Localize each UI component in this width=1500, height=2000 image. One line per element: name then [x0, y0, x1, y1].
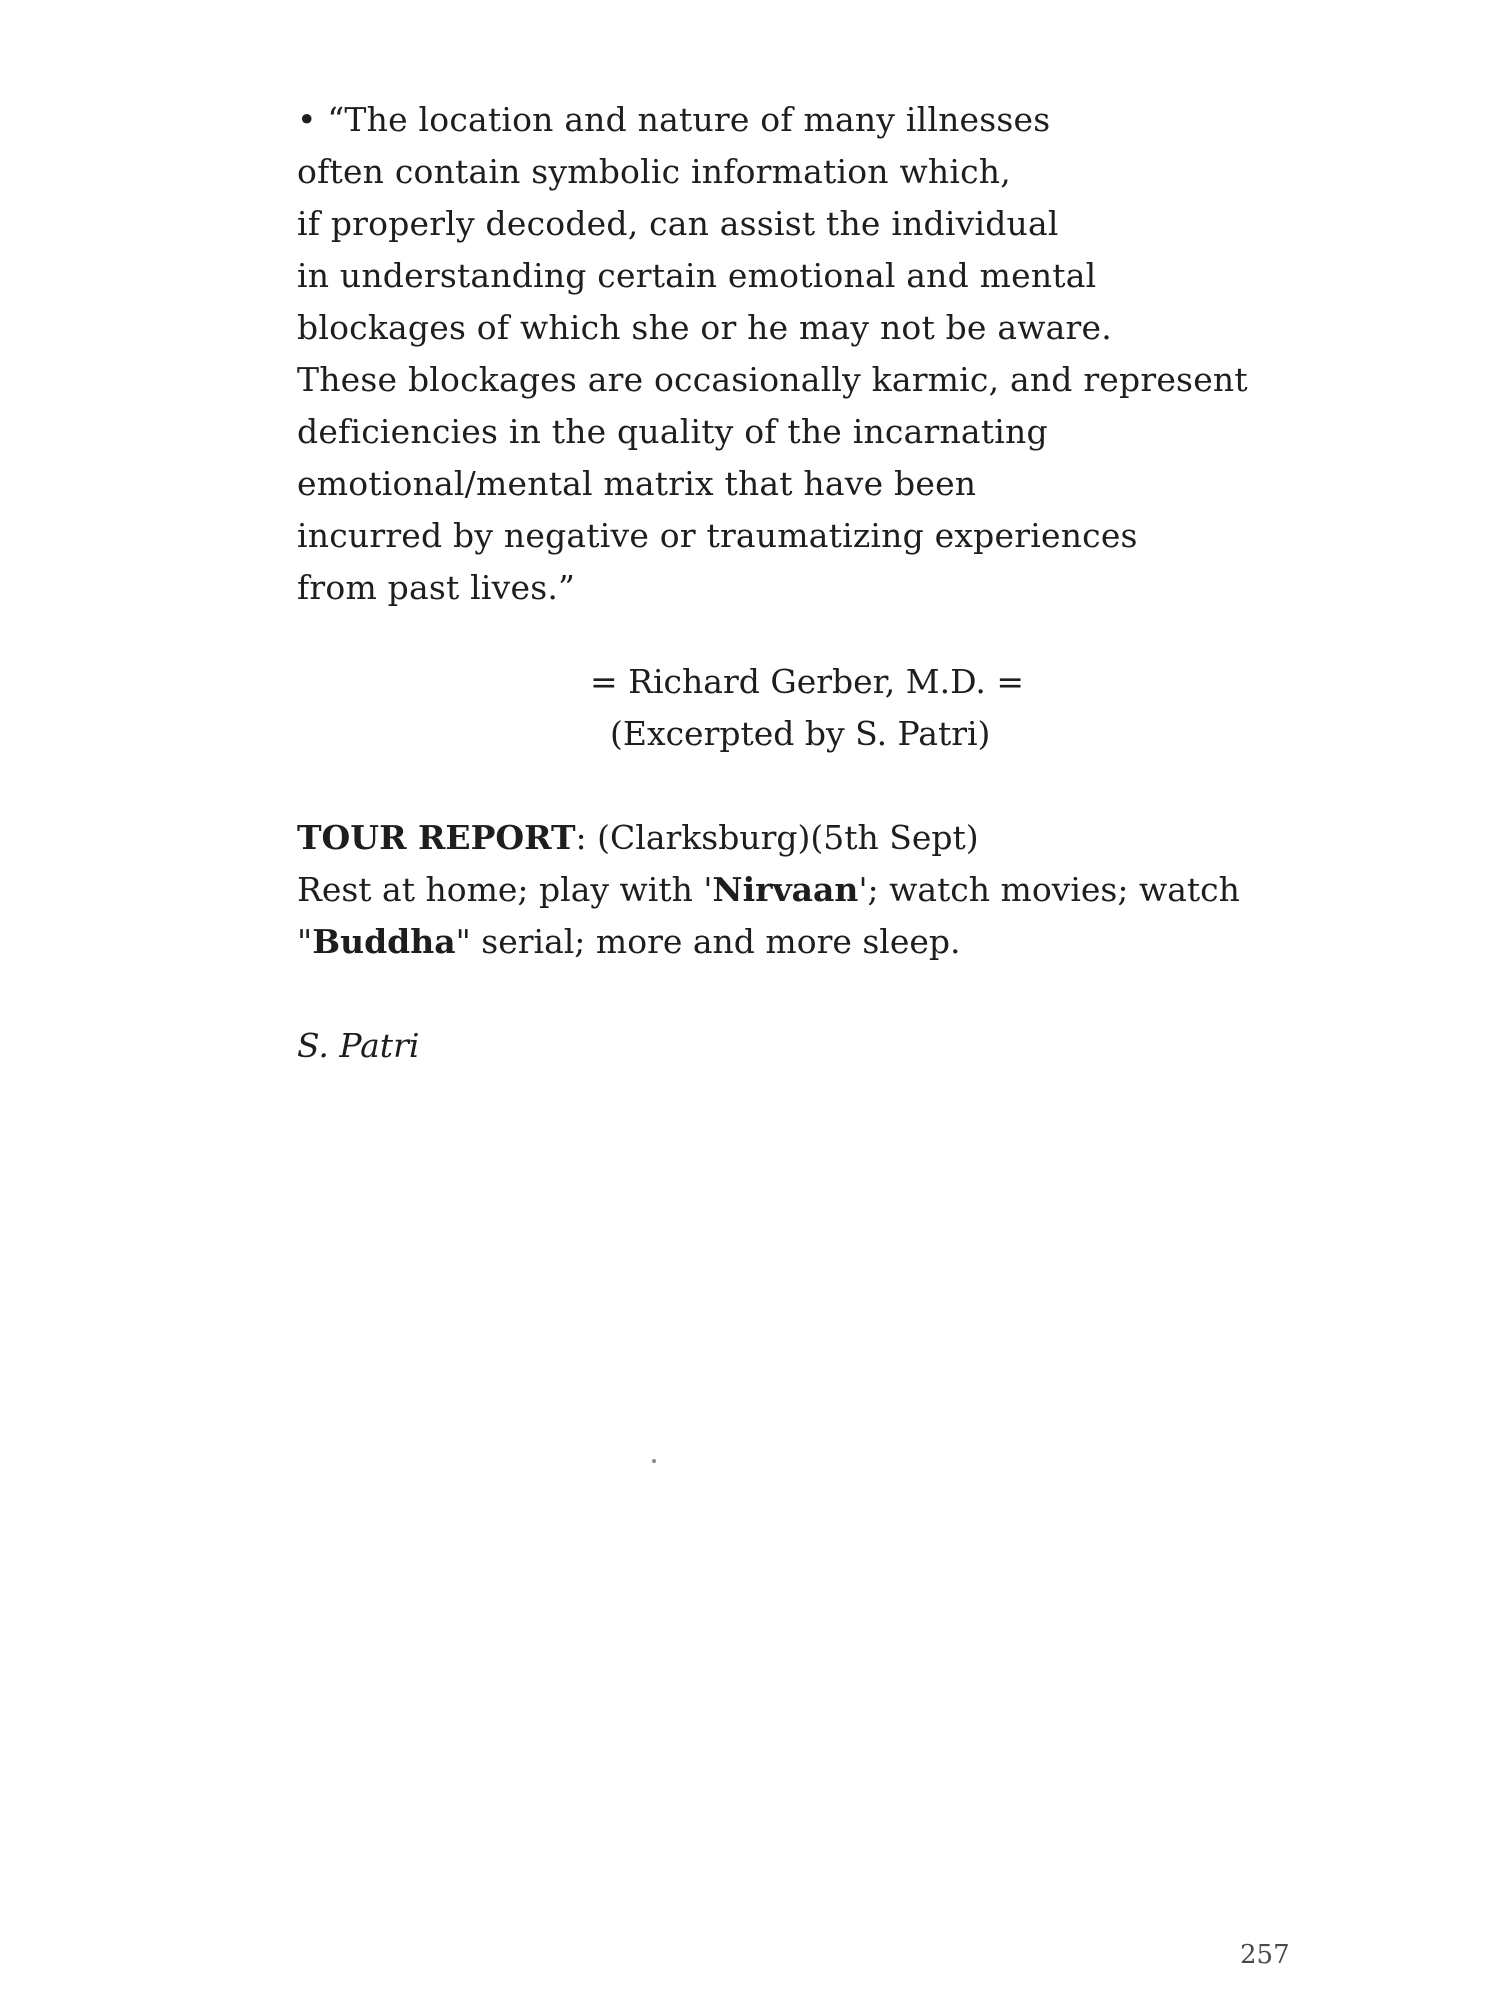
quote-line: blockages of which she or he may not be aware. — [297, 308, 1112, 347]
tour-report-heading-line — [297, 812, 1297, 864]
quote-line: often contain symbolic information which, — [297, 152, 1011, 191]
quote-line: incurred by negative or traumatizing experiences — [297, 516, 1138, 555]
quote-line: These blockages are occasionally karmic, and represent — [297, 360, 1248, 399]
quote-line: if properly decoded, can assist the individual — [297, 204, 1059, 243]
attribution-author: = Richard Gerber, M.D. = — [590, 662, 1024, 701]
quote-line: in understanding certain emotional and mental — [297, 256, 1097, 295]
report-bold-title: Buddha — [312, 922, 456, 961]
scan-speck — [652, 1459, 656, 1463]
quote-block — [297, 94, 1297, 614]
attribution-excerpt-note: (Excerpted by S. Patri) — [610, 714, 991, 753]
quote-line: • “The location and nature of many illnesses — [297, 100, 1051, 139]
page-number: 257 — [1240, 1940, 1290, 1970]
report-bold-name: Nirvaan — [712, 870, 859, 909]
tour-report-line — [297, 864, 1297, 916]
quote-attribution — [0, 656, 1500, 760]
quote-line: deficiencies in the quality of the incarnating — [297, 412, 1048, 451]
report-text: " — [297, 922, 313, 961]
report-text: " serial; more and more sleep. — [455, 922, 961, 961]
tour-report-line — [297, 916, 1297, 968]
quote-line: from past lives.” — [297, 568, 576, 607]
report-text: Rest at home; play with ' — [297, 870, 713, 909]
tour-report-location-date: : (Clarksburg)(5th Sept) — [575, 818, 979, 857]
tour-report — [297, 812, 1297, 968]
signature: S. Patri — [297, 1026, 420, 1065]
tour-report-heading: TOUR REPORT — [297, 818, 576, 857]
report-text: '; watch movies; watch — [858, 870, 1240, 909]
quote-line: emotional/mental matrix that have been — [297, 464, 977, 503]
